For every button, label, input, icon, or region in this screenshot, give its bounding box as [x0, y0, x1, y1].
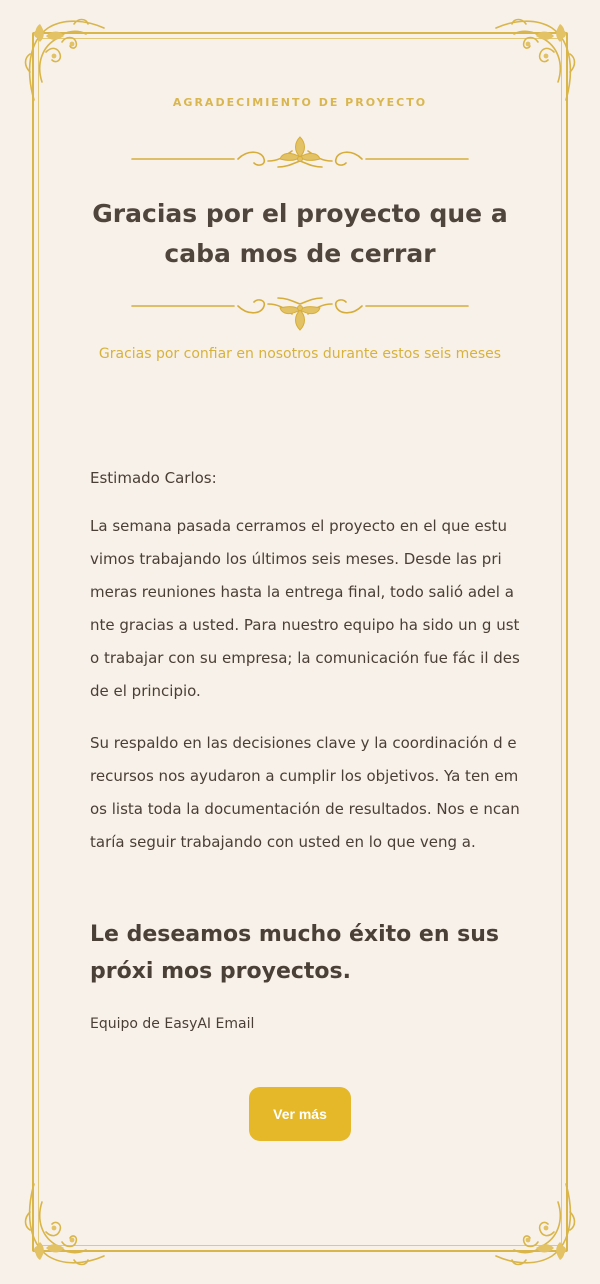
eyebrow-label: AGRADECIMIENTO DE PROYECTO — [172, 96, 428, 109]
body-paragraph-1: La semana pasada cerramos el proyecto en el que estu vimos trabajando los últimos seis meses. Desde las pri meras reuniones hasta la entrega final, todo salió adel ante gracias a usted. Para nuestro equipo ha sido un g usto trabajar con su empresa; la comunicación fue fác il desde el principio. — [90, 517, 520, 700]
page-title: Gracias por el proyecto que acaba mos de cerrar — [92, 199, 508, 268]
floral-divider-ornament-icon — [130, 133, 470, 173]
greeting-text: Estimado Carlos: — [90, 469, 217, 487]
signature: Equipo de EasyAI Email — [90, 1016, 255, 1032]
floral-corner-ornament-icon — [488, 1176, 584, 1272]
floral-corner-ornament-icon — [488, 12, 584, 108]
floral-corner-ornament-icon — [16, 12, 112, 108]
highlight-message: Le deseamos mucho éxito en sus próxi mos proyectos. — [90, 922, 500, 984]
ver-mas-button[interactable]: Ver más — [249, 1087, 351, 1141]
body-paragraph-2: Su respaldo en las decisiones clave y la coordinación d e recursos nos ayudaron a cumplir los objetivos. Ya ten emos lista toda la documentación de resultados. Nos e ncantaría seguir trabajando con usted en lo que veng a. — [90, 734, 520, 851]
subtitle: Gracias por confiar en nosotros durante estos seis meses — [98, 346, 502, 362]
floral-corner-ornament-icon — [16, 1176, 112, 1272]
floral-divider-ornament-icon — [130, 294, 470, 334]
